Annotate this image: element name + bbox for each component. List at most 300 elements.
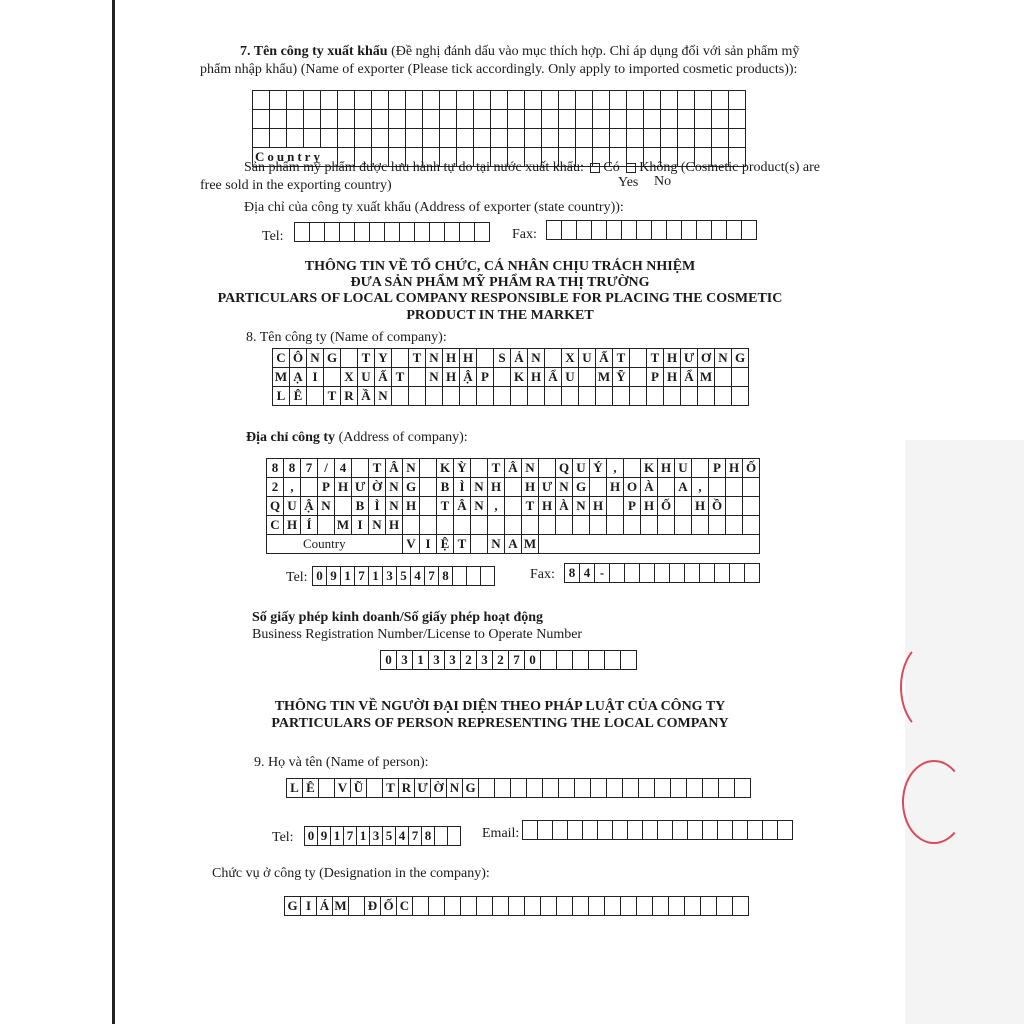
exporter-fax-boxes[interactable] bbox=[546, 220, 757, 240]
grid-cell[interactable] bbox=[579, 387, 596, 406]
grid-cell[interactable] bbox=[287, 91, 304, 110]
char-box[interactable]: 1 bbox=[330, 826, 343, 846]
grid-cell[interactable] bbox=[253, 129, 270, 148]
char-box[interactable] bbox=[622, 778, 638, 798]
grid-cell[interactable]: N bbox=[386, 497, 403, 516]
char-box[interactable] bbox=[474, 222, 490, 242]
grid-cell[interactable] bbox=[355, 110, 372, 129]
char-box[interactable]: M bbox=[332, 896, 348, 916]
char-box[interactable] bbox=[604, 896, 620, 916]
grid-cell[interactable]: U bbox=[579, 349, 596, 368]
grid-cell[interactable]: Ý bbox=[590, 459, 607, 478]
char-box[interactable]: Ê bbox=[302, 778, 318, 798]
char-box[interactable]: L bbox=[286, 778, 302, 798]
grid-cell[interactable] bbox=[525, 91, 542, 110]
char-box[interactable] bbox=[494, 778, 510, 798]
grid-cell[interactable]: Q bbox=[267, 497, 284, 516]
grid-cell[interactable]: T bbox=[369, 459, 386, 478]
company-tel-boxes[interactable] bbox=[312, 566, 495, 586]
grid-cell[interactable] bbox=[474, 91, 491, 110]
grid-cell[interactable]: U bbox=[284, 497, 301, 516]
grid-cell[interactable] bbox=[692, 459, 709, 478]
grid-cell[interactable]: H bbox=[488, 478, 505, 497]
char-box[interactable]: 4 bbox=[410, 566, 424, 586]
grid-cell[interactable] bbox=[743, 516, 760, 535]
char-box[interactable]: 1 bbox=[356, 826, 369, 846]
char-box[interactable] bbox=[348, 896, 364, 916]
grid-cell[interactable] bbox=[542, 129, 559, 148]
char-box[interactable]: Á bbox=[316, 896, 332, 916]
grid-cell[interactable] bbox=[457, 91, 474, 110]
grid-cell[interactable] bbox=[624, 459, 641, 478]
grid-cell[interactable] bbox=[539, 535, 760, 554]
char-box[interactable]: 0 bbox=[524, 650, 540, 670]
grid-cell[interactable] bbox=[253, 91, 270, 110]
grid-cell[interactable] bbox=[715, 387, 732, 406]
char-box[interactable] bbox=[687, 820, 702, 840]
char-box[interactable]: 4 bbox=[579, 563, 594, 583]
grid-cell[interactable]: , bbox=[284, 478, 301, 497]
char-box[interactable] bbox=[540, 896, 556, 916]
char-box[interactable] bbox=[747, 820, 762, 840]
char-box[interactable] bbox=[366, 778, 382, 798]
char-box[interactable]: 4 bbox=[395, 826, 408, 846]
char-box[interactable] bbox=[639, 563, 654, 583]
char-box[interactable] bbox=[582, 820, 597, 840]
exporter-tel-boxes[interactable] bbox=[294, 222, 490, 242]
grid-cell[interactable]: A bbox=[505, 535, 522, 554]
char-box[interactable] bbox=[399, 222, 414, 242]
grid-cell[interactable] bbox=[253, 110, 270, 129]
grid-cell[interactable]: S bbox=[494, 349, 511, 368]
grid-cell[interactable]: 4 bbox=[335, 459, 352, 478]
char-box[interactable] bbox=[604, 650, 620, 670]
char-box[interactable] bbox=[627, 820, 642, 840]
char-box[interactable] bbox=[339, 222, 354, 242]
grid-cell[interactable] bbox=[338, 91, 355, 110]
grid-cell[interactable]: Ậ bbox=[460, 368, 477, 387]
char-box[interactable] bbox=[478, 778, 494, 798]
grid-cell[interactable] bbox=[630, 368, 647, 387]
char-box[interactable]: T bbox=[382, 778, 398, 798]
char-box[interactable] bbox=[540, 650, 556, 670]
grid-cell[interactable] bbox=[508, 110, 525, 129]
grid-cell[interactable]: N bbox=[307, 349, 324, 368]
company-name-grid[interactable] bbox=[272, 348, 749, 406]
grid-cell[interactable]: Ẩ bbox=[545, 368, 562, 387]
char-box[interactable] bbox=[716, 896, 732, 916]
grid-cell[interactable] bbox=[511, 387, 528, 406]
grid-cell[interactable] bbox=[409, 368, 426, 387]
char-box[interactable]: G bbox=[462, 778, 478, 798]
char-box[interactable] bbox=[669, 563, 684, 583]
grid-cell[interactable]: H bbox=[726, 459, 743, 478]
grid-cell[interactable] bbox=[726, 516, 743, 535]
grid-cell[interactable] bbox=[678, 91, 695, 110]
grid-cell[interactable]: Ì bbox=[454, 478, 471, 497]
grid-cell[interactable] bbox=[743, 497, 760, 516]
char-box[interactable]: 3 bbox=[369, 826, 382, 846]
grid-cell[interactable] bbox=[576, 91, 593, 110]
grid-cell[interactable]: T bbox=[437, 497, 454, 516]
char-box[interactable] bbox=[684, 563, 699, 583]
char-box[interactable]: 0 bbox=[380, 650, 396, 670]
grid-cell[interactable]: H bbox=[443, 368, 460, 387]
char-box[interactable]: 9 bbox=[317, 826, 330, 846]
grid-cell[interactable] bbox=[477, 387, 494, 406]
grid-cell[interactable]: H bbox=[403, 497, 420, 516]
grid-cell[interactable] bbox=[732, 368, 749, 387]
char-box[interactable] bbox=[556, 896, 572, 916]
grid-cell[interactable] bbox=[423, 91, 440, 110]
grid-cell[interactable]: P bbox=[477, 368, 494, 387]
char-box[interactable] bbox=[444, 222, 459, 242]
grid-cell[interactable] bbox=[576, 129, 593, 148]
grid-cell[interactable] bbox=[593, 110, 610, 129]
grid-cell[interactable] bbox=[695, 129, 712, 148]
grid-cell[interactable] bbox=[437, 516, 454, 535]
grid-cell[interactable] bbox=[389, 110, 406, 129]
grid-cell[interactable] bbox=[627, 110, 644, 129]
grid-cell[interactable] bbox=[355, 129, 372, 148]
grid-cell[interactable]: T bbox=[454, 535, 471, 554]
char-box[interactable] bbox=[657, 820, 672, 840]
grid-cell[interactable] bbox=[457, 129, 474, 148]
char-box[interactable] bbox=[429, 222, 444, 242]
grid-cell[interactable] bbox=[576, 110, 593, 129]
char-box[interactable]: 1 bbox=[412, 650, 428, 670]
designation-boxes[interactable] bbox=[284, 896, 749, 916]
grid-cell[interactable]: Ả bbox=[511, 349, 528, 368]
grid-cell[interactable]: H bbox=[664, 349, 681, 368]
grid-cell[interactable]: Y bbox=[375, 349, 392, 368]
char-box[interactable] bbox=[668, 896, 684, 916]
grid-cell[interactable] bbox=[556, 516, 573, 535]
char-box[interactable]: 3 bbox=[428, 650, 444, 670]
grid-cell[interactable] bbox=[355, 91, 372, 110]
grid-cell[interactable] bbox=[729, 129, 746, 148]
grid-cell[interactable]: T bbox=[409, 349, 426, 368]
person-name-boxes[interactable] bbox=[286, 778, 751, 798]
grid-cell[interactable] bbox=[641, 516, 658, 535]
grid-cell[interactable]: H bbox=[590, 497, 607, 516]
grid-cell[interactable]: Ố bbox=[743, 459, 760, 478]
grid-cell[interactable] bbox=[545, 349, 562, 368]
grid-cell[interactable] bbox=[610, 91, 627, 110]
grid-cell[interactable]: Â bbox=[505, 459, 522, 478]
grid-cell[interactable] bbox=[573, 516, 590, 535]
grid-cell[interactable]: À bbox=[641, 478, 658, 497]
grid-cell[interactable] bbox=[539, 516, 556, 535]
grid-cell[interactable]: H bbox=[335, 478, 352, 497]
grid-cell[interactable] bbox=[505, 497, 522, 516]
grid-cell[interactable] bbox=[647, 387, 664, 406]
grid-cell[interactable] bbox=[471, 459, 488, 478]
char-box[interactable] bbox=[718, 778, 734, 798]
grid-cell[interactable]: I bbox=[420, 535, 437, 554]
char-box[interactable] bbox=[612, 820, 627, 840]
grid-cell[interactable] bbox=[610, 129, 627, 148]
grid-cell[interactable] bbox=[494, 387, 511, 406]
grid-cell[interactable] bbox=[508, 91, 525, 110]
grid-cell[interactable]: 7 bbox=[301, 459, 318, 478]
grid-cell[interactable] bbox=[525, 129, 542, 148]
grid-cell[interactable]: B bbox=[437, 478, 454, 497]
char-box[interactable] bbox=[590, 778, 606, 798]
grid-cell[interactable] bbox=[423, 129, 440, 148]
char-box[interactable] bbox=[620, 896, 636, 916]
grid-cell[interactable]: Ơ bbox=[698, 349, 715, 368]
grid-cell[interactable]: P bbox=[647, 368, 664, 387]
grid-cell[interactable]: N bbox=[426, 349, 443, 368]
grid-cell[interactable]: G bbox=[573, 478, 590, 497]
grid-cell[interactable] bbox=[732, 387, 749, 406]
char-box[interactable] bbox=[567, 820, 582, 840]
grid-cell[interactable] bbox=[743, 478, 760, 497]
grid-cell[interactable] bbox=[678, 110, 695, 129]
char-box[interactable]: C bbox=[396, 896, 412, 916]
grid-cell[interactable]: X bbox=[562, 349, 579, 368]
char-box[interactable] bbox=[670, 778, 686, 798]
char-box[interactable] bbox=[572, 896, 588, 916]
grid-cell[interactable]: N bbox=[369, 516, 386, 535]
grid-cell[interactable]: H bbox=[284, 516, 301, 535]
grid-cell[interactable]: M bbox=[273, 368, 290, 387]
grid-cell[interactable]: G bbox=[324, 349, 341, 368]
grid-cell[interactable]: N bbox=[375, 387, 392, 406]
grid-cell[interactable] bbox=[545, 387, 562, 406]
grid-cell[interactable] bbox=[709, 478, 726, 497]
char-box[interactable] bbox=[447, 826, 461, 846]
char-box[interactable] bbox=[542, 778, 558, 798]
grid-cell[interactable] bbox=[318, 516, 335, 535]
char-box[interactable] bbox=[696, 220, 711, 240]
grid-cell[interactable] bbox=[675, 497, 692, 516]
grid-cell[interactable] bbox=[477, 349, 494, 368]
grid-cell[interactable] bbox=[304, 129, 321, 148]
grid-cell[interactable]: I bbox=[352, 516, 369, 535]
grid-cell[interactable] bbox=[624, 516, 641, 535]
char-box[interactable]: V bbox=[334, 778, 350, 798]
grid-cell[interactable]: T bbox=[522, 497, 539, 516]
grid-cell[interactable] bbox=[301, 478, 318, 497]
grid-cell[interactable] bbox=[406, 91, 423, 110]
grid-cell[interactable]: P bbox=[709, 459, 726, 478]
char-box[interactable]: 8 bbox=[438, 566, 452, 586]
grid-cell[interactable]: U bbox=[358, 368, 375, 387]
grid-cell[interactable]: 2 bbox=[267, 478, 284, 497]
grid-cell[interactable]: M bbox=[522, 535, 539, 554]
grid-cell[interactable] bbox=[627, 91, 644, 110]
grid-cell[interactable]: H bbox=[528, 368, 545, 387]
grid-cell[interactable]: H bbox=[539, 497, 556, 516]
grid-cell[interactable]: H bbox=[607, 478, 624, 497]
grid-cell[interactable]: M bbox=[335, 516, 352, 535]
grid-cell[interactable] bbox=[559, 110, 576, 129]
char-box[interactable]: 3 bbox=[382, 566, 396, 586]
char-box[interactable] bbox=[526, 778, 542, 798]
grid-cell[interactable] bbox=[471, 535, 488, 554]
grid-cell[interactable] bbox=[270, 129, 287, 148]
grid-cell[interactable] bbox=[522, 516, 539, 535]
grid-cell[interactable] bbox=[403, 516, 420, 535]
grid-cell[interactable] bbox=[562, 387, 579, 406]
grid-cell[interactable] bbox=[457, 110, 474, 129]
grid-cell[interactable] bbox=[593, 129, 610, 148]
grid-cell[interactable] bbox=[661, 129, 678, 148]
char-box[interactable] bbox=[574, 778, 590, 798]
grid-cell[interactable] bbox=[321, 91, 338, 110]
grid-cell[interactable]: N bbox=[471, 497, 488, 516]
grid-cell[interactable]: G bbox=[732, 349, 749, 368]
company-fax-boxes[interactable] bbox=[564, 563, 760, 583]
grid-cell[interactable]: Ư bbox=[539, 478, 556, 497]
person-email-boxes[interactable] bbox=[522, 820, 793, 840]
grid-cell[interactable]: R bbox=[341, 387, 358, 406]
company-address-grid[interactable] bbox=[266, 458, 760, 554]
char-box[interactable] bbox=[741, 220, 757, 240]
grid-cell[interactable] bbox=[491, 110, 508, 129]
no-checkbox[interactable] bbox=[626, 163, 636, 173]
char-box[interactable] bbox=[700, 896, 716, 916]
grid-cell[interactable]: Ệ bbox=[437, 535, 454, 554]
grid-cell[interactable] bbox=[338, 129, 355, 148]
license-number-boxes[interactable] bbox=[380, 650, 637, 670]
grid-cell[interactable]: , bbox=[607, 459, 624, 478]
grid-cell[interactable] bbox=[542, 91, 559, 110]
char-box[interactable] bbox=[654, 563, 669, 583]
grid-cell[interactable] bbox=[644, 129, 661, 148]
grid-cell[interactable] bbox=[505, 478, 522, 497]
char-box[interactable] bbox=[732, 896, 749, 916]
grid-cell[interactable] bbox=[726, 497, 743, 516]
grid-cell[interactable] bbox=[304, 91, 321, 110]
grid-cell[interactable]: Ầ bbox=[358, 387, 375, 406]
char-box[interactable] bbox=[492, 896, 508, 916]
grid-cell[interactable]: H bbox=[641, 497, 658, 516]
grid-cell[interactable]: H bbox=[658, 459, 675, 478]
char-box[interactable] bbox=[558, 778, 574, 798]
grid-cell[interactable] bbox=[488, 516, 505, 535]
char-box[interactable] bbox=[672, 820, 687, 840]
grid-cell[interactable]: , bbox=[692, 478, 709, 497]
grid-cell[interactable] bbox=[559, 129, 576, 148]
char-box[interactable] bbox=[546, 220, 561, 240]
grid-cell[interactable]: Ậ bbox=[301, 497, 318, 516]
char-box[interactable] bbox=[636, 220, 651, 240]
grid-cell[interactable] bbox=[695, 110, 712, 129]
char-box[interactable]: 3 bbox=[444, 650, 460, 670]
grid-cell[interactable]: Ỹ bbox=[613, 368, 630, 387]
grid-cell[interactable] bbox=[695, 91, 712, 110]
grid-cell[interactable]: K bbox=[437, 459, 454, 478]
grid-cell[interactable] bbox=[321, 110, 338, 129]
person-tel-boxes[interactable] bbox=[304, 826, 461, 846]
char-box[interactable]: 8 bbox=[421, 826, 434, 846]
grid-cell[interactable] bbox=[590, 478, 607, 497]
grid-cell[interactable]: H bbox=[664, 368, 681, 387]
grid-cell[interactable] bbox=[729, 91, 746, 110]
grid-cell[interactable] bbox=[304, 110, 321, 129]
char-box[interactable] bbox=[734, 778, 751, 798]
char-box[interactable] bbox=[726, 220, 741, 240]
grid-cell[interactable]: N bbox=[426, 368, 443, 387]
grid-cell[interactable]: Ẩ bbox=[681, 368, 698, 387]
char-box[interactable] bbox=[702, 820, 717, 840]
grid-cell[interactable]: N bbox=[386, 478, 403, 497]
grid-cell[interactable]: Ấ bbox=[596, 349, 613, 368]
grid-cell[interactable] bbox=[420, 516, 437, 535]
grid-cell[interactable] bbox=[709, 516, 726, 535]
grid-cell[interactable] bbox=[307, 387, 324, 406]
yes-checkbox[interactable] bbox=[590, 163, 600, 173]
grid-cell[interactable] bbox=[630, 349, 647, 368]
grid-cell[interactable]: T bbox=[488, 459, 505, 478]
grid-cell[interactable] bbox=[420, 497, 437, 516]
char-box[interactable] bbox=[654, 778, 670, 798]
char-box[interactable] bbox=[588, 650, 604, 670]
char-box[interactable] bbox=[537, 820, 552, 840]
grid-cell[interactable] bbox=[698, 387, 715, 406]
grid-cell[interactable]: Ờ bbox=[369, 478, 386, 497]
grid-cell[interactable]: O bbox=[624, 478, 641, 497]
grid-cell[interactable]: À bbox=[556, 497, 573, 516]
grid-cell[interactable]: N bbox=[318, 497, 335, 516]
grid-cell[interactable] bbox=[321, 129, 338, 148]
grid-cell[interactable] bbox=[474, 129, 491, 148]
char-box[interactable] bbox=[606, 778, 622, 798]
grid-cell[interactable]: 8 bbox=[267, 459, 284, 478]
char-box[interactable] bbox=[642, 820, 657, 840]
char-box[interactable] bbox=[591, 220, 606, 240]
grid-cell[interactable] bbox=[372, 110, 389, 129]
grid-cell[interactable] bbox=[372, 129, 389, 148]
char-box[interactable] bbox=[652, 896, 668, 916]
char-box[interactable] bbox=[384, 222, 399, 242]
grid-cell[interactable]: Í bbox=[301, 516, 318, 535]
char-box[interactable]: I bbox=[300, 896, 316, 916]
grid-cell[interactable]: Ê bbox=[290, 387, 307, 406]
grid-cell[interactable]: N bbox=[573, 497, 590, 516]
char-box[interactable] bbox=[744, 563, 760, 583]
char-box[interactable] bbox=[294, 222, 309, 242]
grid-cell[interactable]: X bbox=[341, 368, 358, 387]
grid-cell[interactable]: N bbox=[522, 459, 539, 478]
grid-cell[interactable]: H bbox=[460, 349, 477, 368]
grid-cell[interactable]: T bbox=[324, 387, 341, 406]
char-box[interactable] bbox=[412, 896, 428, 916]
grid-cell[interactable]: N bbox=[488, 535, 505, 554]
grid-cell[interactable] bbox=[372, 91, 389, 110]
grid-cell[interactable]: M bbox=[596, 368, 613, 387]
grid-cell[interactable] bbox=[596, 387, 613, 406]
grid-cell[interactable]: P bbox=[318, 478, 335, 497]
grid-cell[interactable]: N bbox=[528, 349, 545, 368]
char-box[interactable] bbox=[686, 778, 702, 798]
grid-cell[interactable] bbox=[491, 129, 508, 148]
grid-cell[interactable]: H bbox=[522, 478, 539, 497]
char-box[interactable] bbox=[621, 220, 636, 240]
grid-cell[interactable] bbox=[542, 110, 559, 129]
grid-cell[interactable] bbox=[644, 110, 661, 129]
char-box[interactable]: R bbox=[398, 778, 414, 798]
char-box[interactable] bbox=[318, 778, 334, 798]
grid-cell[interactable] bbox=[338, 110, 355, 129]
grid-cell[interactable] bbox=[423, 110, 440, 129]
char-box[interactable] bbox=[624, 563, 639, 583]
grid-cell[interactable]: Ấ bbox=[375, 368, 392, 387]
char-box[interactable]: 5 bbox=[396, 566, 410, 586]
